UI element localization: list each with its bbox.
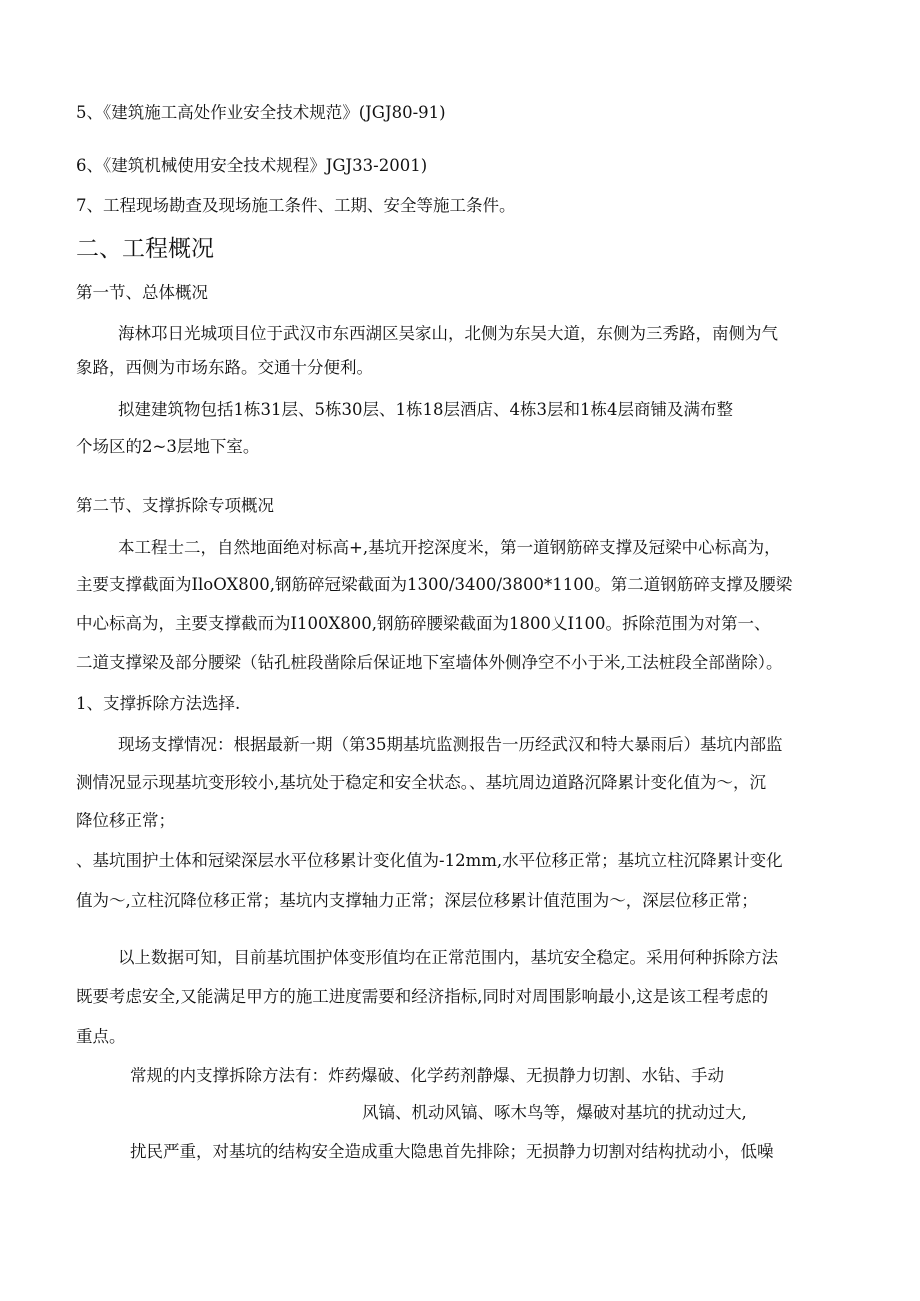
paragraph-line: 拟建建筑物包括1栋31层、5栋30层、1栋18层酒店、4栋3层和1栋4层商铺及满布整 (118, 400, 733, 419)
paragraph-line: 扰民严重，对基坑的结构安全造成重大隐患首先排除；无损静力切割对结构扰动小，低噪 (130, 1142, 774, 1161)
paragraph-line: 降位移正常； (76, 811, 175, 830)
subsection-heading-overview: 第一节、总体概况 (76, 283, 208, 302)
paragraph-line: 海林邛日光城项目位于武汉市东西湖区吴家山，北侧为东吴大道，东侧为三秀路，南侧为气 (118, 324, 778, 343)
paragraph-line: 本工程士二，自然地面绝对标高+,基坑开挖深度米，第一道钢筋碎支撑及冠梁中心标高为， (118, 538, 781, 557)
paragraph-line: 测情况显示现基坑变形较小,基坑处于稳定和安全状态。、基坑周边道路沉降累计变化值为～，沉 (76, 773, 766, 792)
paragraph-line: 中心标高为，主要支撑截而为I100X800,钢筋碎腰梁截面为1800乂I100。拆除范围为对第一、 (76, 614, 771, 633)
numbered-heading-method-selection: 1、支撑拆除方法选择. (76, 694, 241, 713)
paragraph-line: 主要支撑截面为IloOX800,钢筋碎冠梁截面为1300/3400/3800*1100。第二道钢筋碎支撑及腰梁 (76, 575, 793, 594)
section-title: 二、工程概况 (76, 236, 214, 262)
paragraph-line: 个场区的2~3层地下室。 (76, 437, 260, 456)
subsection-heading-support-removal: 第二节、支撑拆除专项概况 (76, 496, 274, 515)
paragraph-line: 重点。 (76, 1027, 126, 1046)
paragraph-line: 风镐、机动风镐、啄木鸟等，爆破对基坑的扰动过大, (362, 1103, 747, 1122)
reference-item-6: 6、《建筑机械使用安全技术规程》JGJ33-2001) (76, 156, 428, 175)
paragraph-line: 值为～,立柱沉降位移正常；基坑内支撑轴力正常；深层位移累计值范围为～，深层位移正常； (76, 891, 758, 910)
paragraph-line: 既要考虑安全,又能满足甲方的施工进度需要和经济指标,同时对周围影响最小,这是该工程考虑的 (76, 987, 769, 1006)
reference-item-5: 5、《建筑施工高处作业安全技术规范》(JGJ80-91) (76, 103, 446, 122)
paragraph-line: 现场支撑情况：根据最新一期（第35期基坑监测报告一历经武汉和特大暴雨后）基坑内部监 (118, 735, 783, 754)
paragraph-line: 二道支撑梁及部分腰梁（钻孔桩段凿除后保证地下室墙体外侧净空不小于米,工法桩段全部凿除）。 (76, 653, 783, 672)
paragraph-line: 以上数据可知，目前基坑围护体变形值均在正常范围内，基坑安全稳定。采用何种拆除方法 (118, 948, 778, 967)
reference-item-7: 7、工程现场勘查及现场施工条件、工期、安全等施工条件。 (76, 196, 516, 215)
paragraph-line: 象路，西侧为市场东路。交通十分便利。 (76, 358, 373, 377)
paragraph-line: 、基坑围护土体和冠梁深层水平位移累计变化值为-12mm,水平位移正常；基坑立柱沉降累计变化 (76, 851, 783, 870)
paragraph-line: 常规的内支撑拆除方法有：炸药爆破、化学药剂静爆、无损静力切割、水钻、手动 (130, 1066, 724, 1085)
